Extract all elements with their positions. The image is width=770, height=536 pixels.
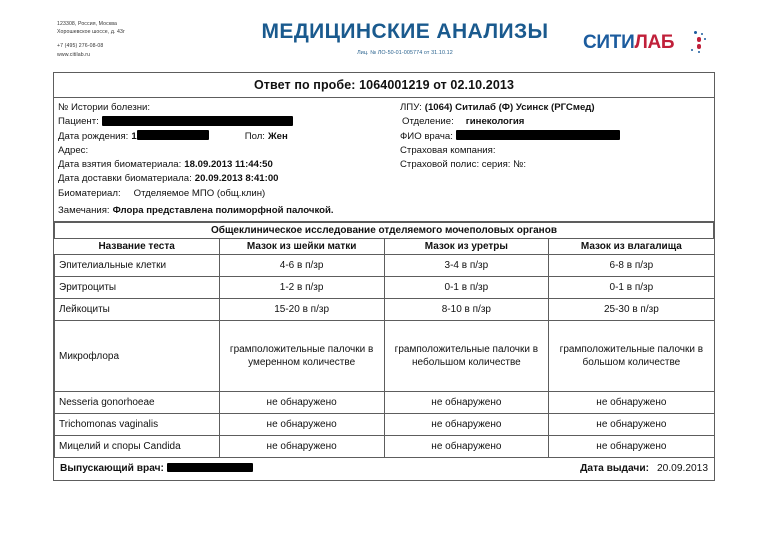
patient-info-column: [54, 101, 396, 218]
document-title-block: [255, 20, 555, 56]
test-value-urethra: грамположительные палочки в небольшом количестве: [384, 321, 549, 392]
gender-label: Пол:: [244, 130, 265, 142]
test-name: Мицелий и споры Candida: [55, 436, 220, 458]
notes-label: Замечания:: [58, 205, 110, 217]
test-value-urethra: 8-10 в п/зр: [384, 299, 549, 321]
facility-value: (1064) Ситилаб (Ф) Усинск (РГСмед): [424, 102, 595, 113]
column-header-vagina: Мазок из влагалища: [549, 239, 714, 255]
doctor-row: [400, 130, 714, 144]
test-value-cervix: 1-2 в п/зр: [219, 277, 384, 299]
birthdate-visible-digit: 1: [131, 130, 137, 142]
test-value-vagina: не обнаружено: [549, 392, 714, 414]
department-value: гинекология: [465, 116, 525, 128]
table-row: [55, 321, 714, 392]
address-line-1: 123308, Россия, Москва: [57, 21, 117, 27]
collection-date-row: [58, 158, 396, 172]
document-footer: [54, 458, 714, 480]
department-label: Отделение:: [402, 116, 454, 128]
address-row: [58, 144, 396, 158]
brand-name-part-2: ЛАБ: [634, 32, 675, 53]
test-value-cervix: 15-20 в п/зр: [219, 299, 384, 321]
case-number-label: № Истории болезни:: [58, 102, 151, 113]
brand-name-part-1: СИТИ: [583, 32, 635, 53]
gender-value: Жен: [267, 130, 288, 142]
page-title: МЕДИЦИНСКИЕ АНАЛИЗЫ: [261, 20, 549, 43]
issue-date-value: 20.09.2013: [657, 463, 708, 475]
test-value-vagina: 0-1 в п/зр: [549, 277, 714, 299]
column-header-test-name: Название теста: [55, 239, 220, 255]
birthdate-row: [58, 130, 396, 144]
address-label: Адрес:: [58, 144, 89, 156]
patient-name-redaction: [102, 116, 293, 126]
test-name: Nesseria gonorhoeae: [55, 392, 220, 414]
results-section-title: Общеклиническое исследование отделяемого мочеполовых органов: [55, 223, 714, 239]
delivery-date-row: [58, 172, 396, 186]
biomaterial-label: Биоматериал:: [58, 187, 121, 199]
table-row: [55, 277, 714, 299]
test-value-cervix: не обнаружено: [219, 414, 384, 436]
company-website: www.citilab.ru: [57, 51, 91, 58]
test-name: Эритроциты: [55, 277, 220, 299]
delivery-date-value: 20.09.2013 8:41:00: [194, 173, 279, 185]
test-name: Trichomonas vaginalis: [55, 414, 220, 436]
test-value-cervix: грамположительные палочки в умеренном количестве: [219, 321, 384, 392]
test-name: Эпителиальные клетки: [55, 255, 220, 277]
company-phone: +7 (495) 276-08-08: [57, 43, 104, 50]
test-value-cervix: не обнаружено: [219, 436, 384, 458]
table-row: [55, 255, 714, 277]
company-address-block: [57, 20, 125, 59]
facility-info-column: [396, 101, 714, 218]
biomaterial-row: [58, 187, 396, 201]
patient-name-label: Пациент:: [58, 116, 99, 128]
doctor-label: ФИО врача:: [400, 130, 453, 142]
biomaterial-value: Отделяемое МПО (общ.клин): [133, 187, 266, 199]
test-value-vagina: 6-8 в п/зр: [549, 255, 714, 277]
test-value-cervix: 4-6 в п/зр: [219, 255, 384, 277]
issue-date-block: [580, 463, 708, 474]
test-value-urethra: не обнаружено: [384, 392, 549, 414]
collection-date-label: Дата взятия биоматериала:: [58, 159, 182, 171]
doctor-name-redaction: [456, 130, 620, 140]
test-value-vagina: не обнаружено: [549, 436, 714, 458]
table-row: [55, 436, 714, 458]
test-value-urethra: не обнаружено: [384, 436, 549, 458]
facility-label: ЛПУ:: [400, 102, 422, 113]
test-value-cervix: не обнаружено: [219, 392, 384, 414]
logo-dots-icon: [683, 30, 713, 56]
page-header: [0, 0, 770, 72]
collection-date-value: 18.09.2013 11:44:50: [184, 159, 273, 171]
delivery-date-label: Дата доставки биоматериала:: [58, 173, 192, 185]
test-value-vagina: грамположительные палочки в большом количестве: [549, 321, 714, 392]
issuing-doctor-redaction: [167, 463, 253, 472]
insurance-company-row: [400, 144, 714, 158]
birthdate-redaction: [137, 130, 209, 140]
issue-date-label: Дата выдачи:: [580, 463, 649, 475]
birthdate-label: Дата рождения:: [58, 130, 129, 142]
notes-row: [58, 204, 396, 218]
results-header-row: [55, 239, 714, 255]
test-value-urethra: 3-4 в п/зр: [384, 255, 549, 277]
department-row: [400, 115, 714, 129]
issuing-doctor-block: [60, 463, 253, 474]
results-section-title-row: [55, 223, 714, 239]
address-line-2: Хорошевское шоссе, д. 43г: [57, 29, 126, 36]
answer-bar: Ответ по пробе: 1064001219 от 02.10.2013: [54, 73, 714, 98]
test-value-urethra: не обнаружено: [384, 414, 549, 436]
insurance-policy-label: Страховой полис: серия: №:: [400, 159, 527, 171]
test-name: Микрофлора: [55, 321, 220, 392]
license-text: Лиц. № ЛО-50-01-005774 от 31.10.12: [357, 50, 453, 56]
report-document: [53, 72, 715, 481]
table-row: [55, 414, 714, 436]
info-section: [54, 98, 714, 222]
facility-row: [400, 101, 714, 115]
column-header-urethra: Мазок из уретры: [384, 239, 549, 255]
insurance-company-label: Страховая компания:: [400, 144, 496, 156]
test-value-vagina: 25-30 в п/зр: [549, 299, 714, 321]
insurance-policy-row: [400, 158, 714, 172]
table-row: [55, 299, 714, 321]
patient-name-row: [58, 115, 396, 129]
citilab-logo: [583, 30, 713, 58]
test-value-urethra: 0-1 в п/зр: [384, 277, 549, 299]
results-table: [54, 222, 714, 458]
case-number-row: [58, 101, 396, 115]
table-row: [55, 392, 714, 414]
column-header-cervix: Мазок из шейки матки: [219, 239, 384, 255]
issuing-doctor-label: Выпускающий врач:: [60, 463, 164, 475]
test-name: Лейкоциты: [55, 299, 220, 321]
test-value-vagina: не обнаружено: [549, 414, 714, 436]
notes-value: Флора представлена полиморфной палочкой.: [112, 205, 334, 217]
